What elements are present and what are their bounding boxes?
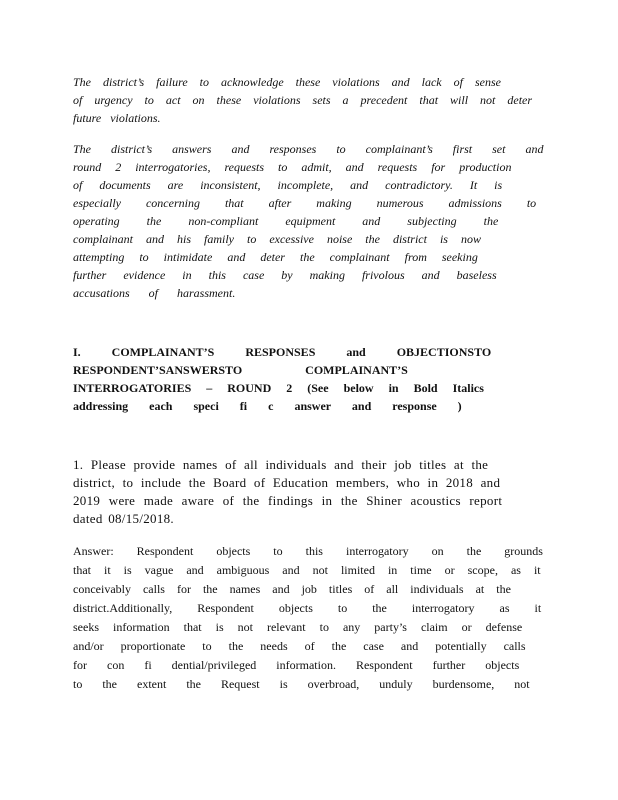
heading-line: RESPONDENT’SANSWERSTO COMPLAINANT’S: [73, 363, 408, 377]
text-line: further evidence in this case by making frivolous and baseless: [73, 268, 497, 282]
answer-line: seeks information that is not relevant to any party’s claim or defense: [73, 620, 523, 634]
text-line: of documents are inconsistent, incomplete, and contradictory. It is: [73, 178, 503, 192]
answer-line: and/or proportionate to the needs of the case and potentially calls: [73, 639, 526, 653]
answer-line: conceivably calls for the names and job titles of all individuals at the: [73, 582, 511, 596]
answer-line: Answer: Respondent objects to this interrogatory on the grounds: [73, 544, 543, 558]
text-line: of urgency to act on these violations sets a precedent that will not deter: [73, 93, 533, 107]
text-line: The district’s answers and responses to complainant’s first set and: [73, 142, 544, 156]
text-line: round 2 interrogatories, requests to admit, and requests for production: [73, 160, 512, 174]
question-line: 2019 were made aware of the findings in the Shiner acoustics report: [73, 493, 503, 508]
text-line: complainant and his family to excessive noise the district is now: [73, 232, 481, 246]
question-line: dated 08/15/2018.: [73, 511, 174, 526]
answer-line: that it is vague and ambiguous and not limited in time or scope, as it: [73, 563, 541, 577]
answer-line: to the extent the Request is overbroad, unduly burdensome, not: [73, 677, 530, 691]
text-line: accusations of harassment.: [73, 286, 236, 300]
question-line: district, to include the Board of Education members, who in 2018 and: [73, 475, 501, 490]
answer-line: district.Additionally, Respondent objects to the interrogatory as it: [73, 601, 542, 615]
text-line: The district’s failure to acknowledge these violations and lack of sense: [73, 75, 501, 89]
text-line: operating the non-compliant equipment and subjecting the: [73, 214, 499, 228]
heading-line: addressing each speci fi c answer and response ): [73, 399, 462, 413]
heading-line: I. COMPLAINANT’S RESPONSES and OBJECTIONSTO: [73, 345, 492, 359]
heading-line: INTERROGATORIES – ROUND 2 (See below in Bold Italics: [73, 381, 484, 395]
text-line: especially concerning that after making numerous admissions to: [73, 196, 537, 210]
question-line: 1. Please provide names of all individuals and their job titles at the: [73, 457, 489, 472]
text-line: future violations.: [73, 111, 161, 125]
answer-line: for con fi dential/privileged information. Respondent further objects: [73, 658, 520, 672]
text-line: attempting to intimidate and deter the complainant from seeking: [73, 250, 478, 264]
